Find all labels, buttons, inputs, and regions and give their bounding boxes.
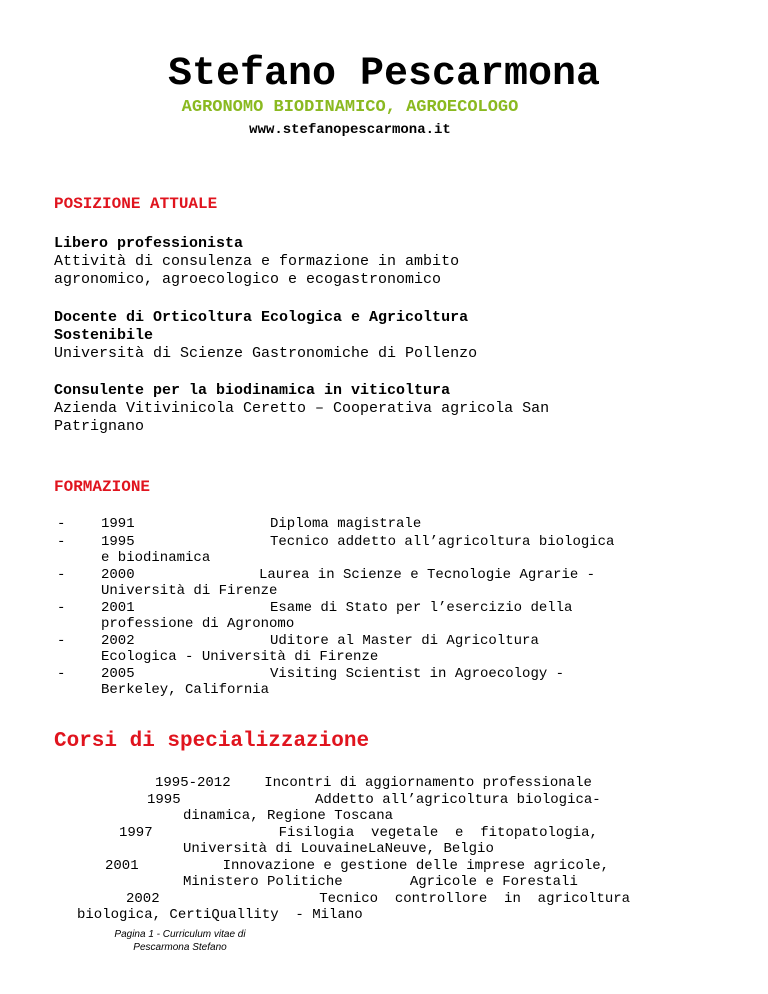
corsi-line: 2001 Innovazione e gestione delle imprese agricole, xyxy=(105,858,610,874)
role-title: Sostenibile xyxy=(54,327,154,344)
formazione-text-cont: Berkeley, California xyxy=(101,682,270,698)
role-title: Consulente per la biodinamica in viticoltura xyxy=(54,382,451,399)
formazione-year: 2001 xyxy=(101,600,135,616)
formazione-text-cont: professione di Agronomo xyxy=(101,616,295,632)
corsi-line: Università di LouvaineLaNeuve, Belgio xyxy=(183,841,494,857)
list-dash: - xyxy=(57,516,66,532)
role-detail: Attività di consulenza e formazione in ambito xyxy=(54,253,460,270)
corsi-line: Ministero Politiche Agricole e Forestali xyxy=(183,874,578,890)
list-dash: - xyxy=(57,633,66,649)
corsi-line: biologica, CertiQuallity - Milano xyxy=(77,907,363,923)
formazione-year: 2002 xyxy=(101,633,135,649)
formazione-text: Uditore al Master di Agricoltura xyxy=(270,633,539,649)
role-detail: Azienda Vitivinicola Ceretto – Cooperativa agricola San xyxy=(54,400,550,417)
role-detail: agronomico, agroecologico e ecogastronomico xyxy=(54,271,442,288)
corsi-line: dinamica, Regione Toscana xyxy=(183,808,394,824)
formazione-text: Esame di Stato per l’esercizio della xyxy=(270,600,573,616)
role-title: Docente di Orticoltura Ecologica e Agricoltura xyxy=(54,309,469,326)
formazione-year: 1991 xyxy=(101,516,135,532)
website-link[interactable]: www.stefanopescarmona.it xyxy=(249,122,451,138)
formazione-text: Diploma magistrale xyxy=(270,516,422,532)
formazione-text-cont: Ecologica - Università di Firenze xyxy=(101,649,379,665)
cv-name: Stefano Pescarmona xyxy=(167,52,601,97)
corsi-line: 2002 Tecnico controllore in agricoltura xyxy=(126,891,631,907)
formazione-year: 2000 xyxy=(101,567,135,583)
list-dash: - xyxy=(57,666,66,682)
formazione-year: 1995 xyxy=(101,534,135,550)
role-detail: Patrignano xyxy=(54,418,145,435)
formazione-text: Tecnico addetto all’agricoltura biologica xyxy=(270,534,615,550)
list-dash: - xyxy=(57,567,66,583)
list-dash: - xyxy=(57,600,66,616)
formazione-year: 2005 xyxy=(101,666,135,682)
page-footer: Pagina 1 - Curriculum vitae di Pescarmona Stefano xyxy=(114,929,246,953)
list-dash: - xyxy=(57,534,66,550)
section-title-formazione: FORMAZIONE xyxy=(54,478,151,496)
section-title-posizione: POSIZIONE ATTUALE xyxy=(54,195,218,213)
role-detail: Università di Scienze Gastronomiche di Pollenzo xyxy=(54,345,478,362)
cv-subtitle: AGRONOMO BIODINAMICO, AGROECOLOGO xyxy=(181,98,519,117)
formazione-text: Laurea in Scienze e Tecnologie Agrarie - xyxy=(259,567,596,583)
corsi-line: 1997 Fisilogia vegetale e fitopatologia, xyxy=(119,825,598,841)
role-title: Libero professionista xyxy=(54,235,244,252)
section-title-corsi: Corsi di specializzazione xyxy=(54,730,370,753)
corsi-line: 1995-2012 Incontri di aggiornamento professionale xyxy=(155,775,592,791)
formazione-text-cont: e biodinamica xyxy=(101,550,211,566)
formazione-text: Visiting Scientist in Agroecology - xyxy=(270,666,565,682)
formazione-text-cont: Università di Firenze xyxy=(101,583,278,599)
corsi-line: 1995 Addetto all’agricoltura biologica- xyxy=(147,792,601,808)
